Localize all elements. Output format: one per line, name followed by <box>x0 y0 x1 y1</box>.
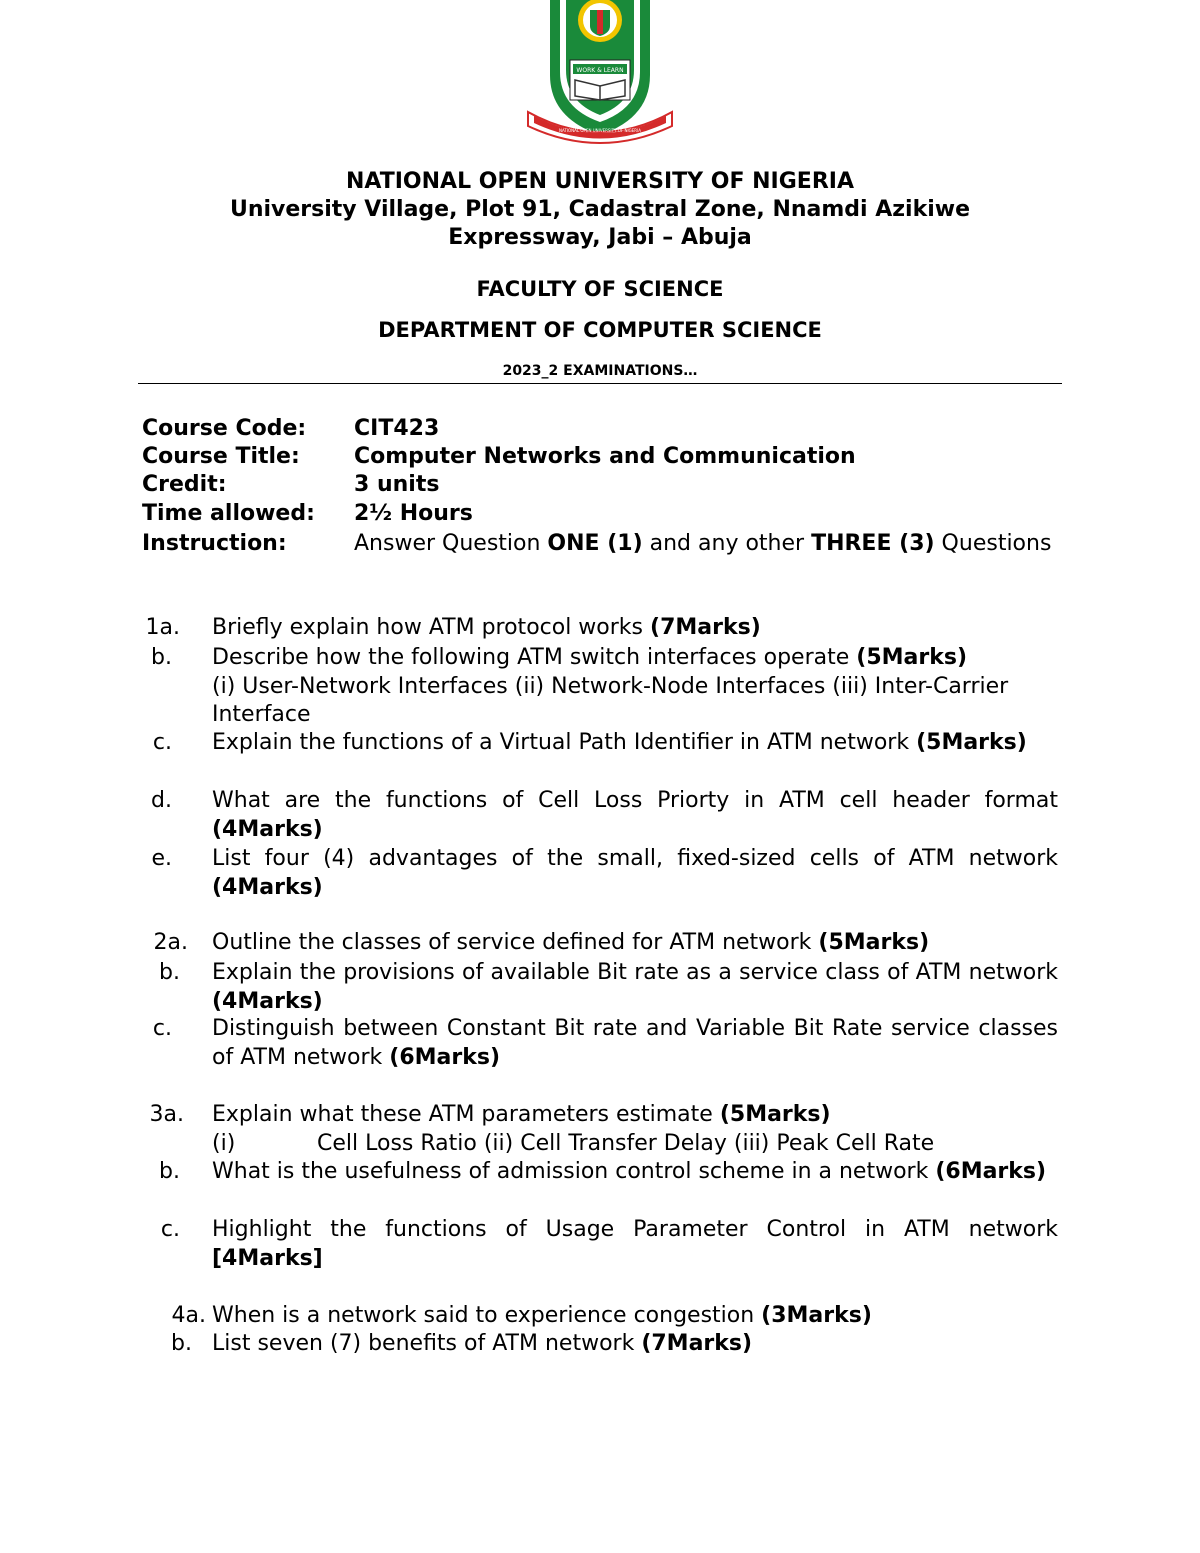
instruction-label: Instruction: <box>142 531 287 556</box>
department-title: DEPARTMENT OF COMPUTER SCIENCE <box>378 318 822 342</box>
credit-value: 3 units <box>354 472 440 497</box>
university-name: NATIONAL OPEN UNIVERSITY OF NIGERIA <box>346 169 854 194</box>
university-logo <box>520 0 680 148</box>
course-title-value: Computer Networks and Communication <box>354 444 856 469</box>
time-label: Time allowed: <box>142 501 315 526</box>
header-divider <box>138 383 1062 384</box>
credit-label: Credit: <box>142 472 227 497</box>
address-line-2: Expressway, Jabi – Abuja <box>448 225 752 250</box>
address-line-1: University Village, Plot 91, Cadastral Zone, Nnamdi Azikiwe <box>229 197 971 222</box>
instruction-text: Answer Question ONE (1) and any other THREE (3) Questions <box>354 531 1052 556</box>
exam-session: 2023_2 EXAMINATIONS… <box>502 363 698 379</box>
time-value: 2½ Hours <box>354 501 473 526</box>
logo-ribbon-text: NATIONAL OPEN UNIVERSITY OF NIGERIA <box>558 128 642 133</box>
course-code-value: CIT423 <box>354 416 440 441</box>
course-title-label: Course Title: <box>142 444 300 469</box>
logo-motto: WORK & LEARN <box>576 67 624 74</box>
university-header <box>0 168 1200 252</box>
course-code-label: Course Code: <box>142 416 307 441</box>
faculty-title: FACULTY OF SCIENCE <box>476 277 724 301</box>
